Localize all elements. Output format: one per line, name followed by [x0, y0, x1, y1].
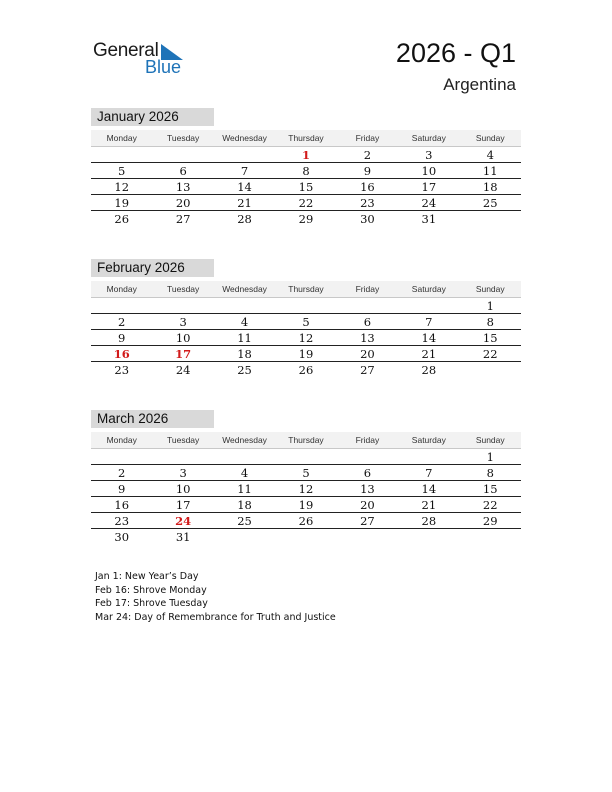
- date-cell: 18: [237, 498, 252, 512]
- weekday-label: Tuesday: [166, 133, 200, 143]
- date-cell: 20: [360, 347, 375, 361]
- date-cell: 30: [114, 530, 130, 544]
- date-cell: 3: [425, 148, 433, 162]
- date-cell: 25: [237, 363, 252, 377]
- date-cell: [460, 362, 521, 378]
- page-title: 2026 - Q1: [395, 38, 516, 68]
- date-cell: 4: [240, 466, 249, 480]
- weekday-label: Monday: [106, 133, 137, 143]
- date-cell: 24: [421, 196, 437, 210]
- date-cell: [214, 147, 275, 162]
- week-row: [91, 147, 521, 163]
- date-cell: [275, 298, 336, 313]
- date-cell: [337, 449, 398, 464]
- date-cell: 13: [360, 482, 375, 496]
- week-row: [91, 314, 521, 330]
- date-cell: [91, 147, 152, 162]
- date-cell: [337, 529, 398, 545]
- holiday-note: Feb 16: Shrove Monday: [95, 584, 207, 596]
- date-cell: 30: [360, 212, 375, 226]
- logo: [93, 40, 203, 80]
- date-cell: 11: [482, 164, 498, 178]
- date-cell: 9: [118, 331, 126, 345]
- date-cell: 16: [360, 180, 375, 194]
- week-row: [91, 195, 521, 211]
- date-cell: [152, 449, 213, 464]
- date-cell: 27: [360, 363, 375, 377]
- weekday-label: Wednesday: [222, 284, 267, 294]
- date-cell: 10: [421, 164, 437, 178]
- weekday-label: Thursday: [288, 284, 324, 294]
- date-cell: [275, 449, 336, 464]
- holiday-date-cell: 17: [175, 347, 192, 361]
- weekday-label: Wednesday: [222, 435, 267, 445]
- date-cell: 18: [482, 180, 498, 194]
- date-cell: [91, 298, 152, 313]
- week-row: [91, 497, 521, 513]
- week-row: [91, 330, 521, 346]
- month-label: March 2026: [91, 410, 214, 428]
- date-cell: 8: [486, 466, 494, 480]
- date-cell: [152, 298, 213, 313]
- date-cell: 29: [298, 212, 314, 226]
- weekday-label: Friday: [355, 133, 380, 143]
- date-cell: [275, 529, 336, 545]
- weekday-label: Friday: [355, 435, 380, 445]
- date-cell: 31: [421, 212, 437, 226]
- date-cell: 28: [421, 363, 437, 377]
- month-march: [91, 410, 521, 545]
- date-cell: 7: [425, 466, 433, 480]
- date-cell: 28: [421, 514, 437, 528]
- week-row: [91, 362, 521, 378]
- weekday-label: Thursday: [288, 133, 324, 143]
- date-cell: 19: [298, 498, 314, 512]
- date-cell: 23: [114, 363, 130, 377]
- date-cell: 13: [360, 331, 375, 345]
- date-cell: 23: [114, 514, 130, 528]
- date-cell: 15: [298, 180, 314, 194]
- date-cell: 21: [421, 347, 437, 361]
- date-cell: 12: [114, 180, 130, 194]
- date-cell: 14: [237, 180, 252, 194]
- month-february: [91, 259, 521, 378]
- holiday-note: Feb 17: Shrove Tuesday: [95, 598, 208, 609]
- logo-general-text: General: [93, 40, 159, 61]
- date-cell: 7: [240, 164, 249, 178]
- holiday-date-cell: 16: [113, 347, 130, 361]
- week-row: [91, 179, 521, 195]
- holiday-note: Jan 1: New Year’s Day: [95, 571, 199, 582]
- weekday-label: Tuesday: [166, 435, 200, 445]
- weekday-label: Thursday: [288, 435, 324, 445]
- date-cell: [91, 449, 152, 464]
- date-cell: 23: [360, 196, 375, 210]
- date-cell: 12: [298, 331, 314, 345]
- country-name: Argentina: [443, 75, 516, 94]
- date-cell: 29: [482, 514, 498, 528]
- weekday-header: [91, 130, 521, 147]
- weekday-label: Wednesday: [222, 133, 267, 143]
- weekday-label: Tuesday: [166, 284, 200, 294]
- date-cell: 22: [482, 347, 498, 361]
- weekday-label: Monday: [106, 435, 137, 445]
- holiday-note: Mar 24: Day of Remembrance for Truth and Justice: [95, 611, 336, 623]
- date-cell: [398, 529, 459, 545]
- date-cell: 9: [118, 482, 126, 496]
- date-cell: [460, 211, 521, 227]
- date-cell: 8: [486, 315, 494, 329]
- date-cell: 26: [298, 514, 314, 528]
- weekday-label: Saturday: [411, 133, 446, 143]
- date-cell: [152, 147, 213, 162]
- logo-blue-text: Blue: [145, 57, 182, 77]
- date-cell: 3: [179, 315, 187, 329]
- date-cell: 24: [175, 363, 191, 377]
- date-cell: 2: [118, 466, 126, 480]
- date-cell: 28: [237, 212, 252, 226]
- holiday-date-cell: 1: [301, 148, 310, 162]
- week-row: [91, 346, 521, 362]
- date-cell: 9: [363, 164, 372, 178]
- date-cell: 10: [175, 331, 191, 345]
- date-cell: 3: [179, 466, 187, 480]
- week-row: [91, 449, 521, 465]
- date-cell: 11: [237, 331, 252, 345]
- date-cell: 12: [298, 482, 314, 496]
- weekday-label: Friday: [355, 284, 380, 294]
- holiday-date-cell: 24: [175, 514, 192, 528]
- date-cell: 22: [482, 498, 498, 512]
- date-cell: 19: [298, 347, 314, 361]
- month-label: January 2026: [91, 108, 214, 126]
- date-cell: 27: [360, 514, 375, 528]
- date-cell: 19: [114, 196, 130, 210]
- date-cell: [214, 298, 275, 313]
- week-row: [91, 211, 521, 227]
- date-cell: 6: [179, 164, 187, 178]
- month-january: [91, 108, 521, 227]
- date-cell: 8: [302, 164, 310, 178]
- date-cell: 1: [486, 450, 494, 464]
- date-cell: [337, 298, 398, 313]
- date-cell: 27: [175, 212, 191, 226]
- date-cell: 25: [237, 514, 252, 528]
- weekday-label: Saturday: [411, 284, 446, 294]
- date-cell: 2: [118, 315, 126, 329]
- week-row: [91, 465, 521, 481]
- date-cell: 6: [363, 466, 372, 480]
- date-cell: 21: [237, 196, 252, 210]
- date-cell: 20: [360, 498, 375, 512]
- date-cell: [214, 449, 275, 464]
- date-cell: [214, 529, 275, 545]
- weekday-label: Sunday: [475, 284, 505, 294]
- week-row: [91, 163, 521, 179]
- week-row: [91, 513, 521, 529]
- week-row: [91, 481, 521, 497]
- date-cell: 14: [421, 482, 437, 496]
- date-cell: 7: [425, 315, 433, 329]
- date-cell: 4: [486, 148, 494, 162]
- date-cell: 15: [482, 482, 498, 496]
- date-cell: [398, 298, 459, 313]
- date-cell: 31: [175, 530, 191, 544]
- weekday-header: [91, 281, 521, 298]
- date-cell: 22: [298, 196, 314, 210]
- date-cell: 4: [240, 315, 249, 329]
- date-cell: 18: [237, 347, 252, 361]
- week-row: [91, 298, 521, 314]
- date-cell: 25: [482, 196, 498, 210]
- date-cell: [460, 529, 521, 545]
- date-cell: 5: [118, 164, 126, 178]
- date-cell: 11: [237, 482, 252, 496]
- date-cell: 2: [363, 148, 372, 162]
- weekday-header: [91, 432, 521, 449]
- week-row: [91, 529, 521, 545]
- date-cell: 10: [175, 482, 191, 496]
- date-cell: 15: [482, 331, 498, 345]
- date-cell: 5: [302, 315, 310, 329]
- date-cell: 14: [421, 331, 437, 345]
- date-cell: [398, 449, 459, 464]
- date-cell: 17: [421, 180, 437, 194]
- weekday-label: Sunday: [475, 435, 505, 445]
- weekday-label: Saturday: [411, 435, 446, 445]
- weekday-label: Sunday: [475, 133, 505, 143]
- date-cell: 20: [175, 196, 191, 210]
- month-label: February 2026: [91, 259, 214, 277]
- date-cell: 6: [363, 315, 372, 329]
- date-cell: 16: [114, 498, 130, 512]
- date-cell: 17: [175, 498, 191, 512]
- date-cell: 5: [302, 466, 310, 480]
- date-cell: 13: [175, 180, 191, 194]
- date-cell: 26: [114, 212, 130, 226]
- date-cell: 21: [421, 498, 437, 512]
- holiday-notes: [95, 570, 336, 624]
- weekday-label: Monday: [106, 284, 137, 294]
- date-cell: 1: [486, 299, 494, 313]
- date-cell: 26: [298, 363, 314, 377]
